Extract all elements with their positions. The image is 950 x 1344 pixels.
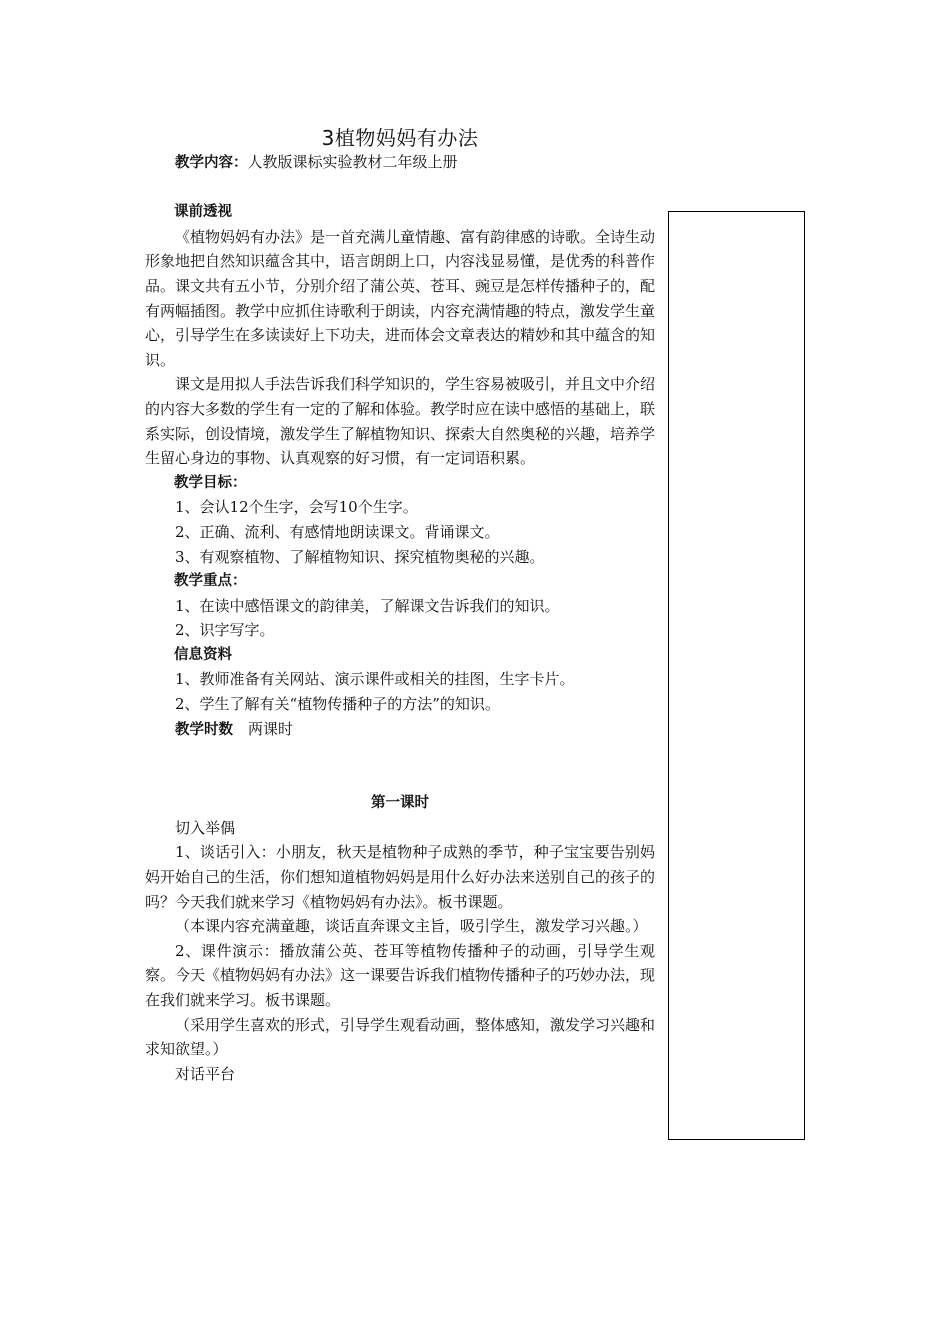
notes-column-box: [668, 211, 805, 1140]
lesson1-intro-heading: 切入举偶: [175, 818, 236, 837]
teaching-hours-line: [145, 717, 655, 743]
resources-heading: 信息资料: [174, 646, 232, 663]
lesson1-heading: 第一课时: [371, 795, 429, 812]
teaching-hours-value: 两课时: [248, 719, 294, 738]
goal-item-1: 1、会认12个生字，会写10个生字。: [175, 498, 418, 517]
teaching-content-line: [145, 150, 655, 176]
lesson1-dialogue-heading: 对话平台: [175, 1064, 236, 1083]
goal-item-3: 3、有观察植物、了解植物知识、探究植物奥秘的兴趣。: [175, 547, 545, 566]
lesson1-paragraph-1: 1、谈话引入：小朋友，秋天是植物种子成熟的季节，种子宝宝要告别妈妈开始自己的生活，你们想知道植物妈妈是用什么好办法来送别自己的孩子的吗？今天我们就来学习《植物妈妈有办法》。板书课题。: [145, 843, 656, 911]
preview-heading: 课前透视: [174, 204, 232, 221]
teaching-content-label: 教学内容：: [175, 155, 248, 171]
key-point-item-1: 1、在读中感悟课文的韵律美，了解课文告诉我们的知识。: [175, 596, 560, 615]
resource-item-2: 2、学生了解有关“植物传播种子的方法”的知识。: [175, 695, 500, 714]
spacer: [145, 742, 655, 791]
lesson1-paragraph-2: （本课内容充满童趣，谈话直奔课文主旨，吸引学生，激发学习兴趣。）: [175, 917, 648, 936]
key-points-heading: 教学重点：: [174, 573, 247, 590]
lesson1-paragraph-4: （采用学生喜欢的形式，引导学生观看动画，整体感知，激发学习兴趣和求知欲望。）: [145, 1015, 656, 1059]
teaching-hours-label: 教学时数: [175, 721, 233, 738]
goals-heading: 教学目标：: [174, 474, 247, 491]
preview-paragraph-1: 《植物妈妈有办法》是一首充满儿童情趣、富有韵律感的诗歌。全诗生动形象地把自然知识蕴含其中，语言朗朗上口，内容浅显易懂，是优秀的科普作品。课文共有五小节，分别介绍了蒲公英、苍耳、豌豆是怎样传播种子的，配有两幅插图。教学中应抓住诗歌利于朗读，内容充满情趣的特点，激发学生童心，引导学生在多读读好上下功夫，进而体会文章表达的精妙和其中蕴含的知识。: [145, 227, 656, 369]
preview-paragraph-2: 课文是用拟人手法告诉我们科学知识的，学生容易被吸引，并且文中介绍的内容大多数的学生有一定的了解和体验。教学时应在读中感悟的基础上，联系实际，创设情境，激发学生了解植物知识、探索大自然奥秘的兴趣，培养学生留心身边的事物、认真观察的好习惯，有一定词语积累。: [145, 375, 656, 468]
document-title: 3植物妈妈有办法: [321, 126, 479, 150]
goal-item-2: 2、正确、流利、有感情地朗读课文。背诵课文。: [175, 522, 500, 541]
document-body: [145, 150, 655, 1086]
spacer: [145, 176, 655, 201]
lesson1-paragraph-3: 2、课件演示：播放蒲公英、苍耳等植物传播种子的动画，引导学生观察。今天《植物妈妈有办法》这一课要告诉我们植物传播种子的巧妙办法，现在我们就来学习。板书课题。: [145, 941, 656, 1009]
teaching-content-value: 人教版课标实验教材二年级上册: [247, 153, 458, 171]
key-point-item-2: 2、识字写字。: [175, 621, 275, 640]
resource-item-1: 1、教师准备有关网站、演示课件或相关的挂图，生字卡片。: [175, 670, 575, 689]
